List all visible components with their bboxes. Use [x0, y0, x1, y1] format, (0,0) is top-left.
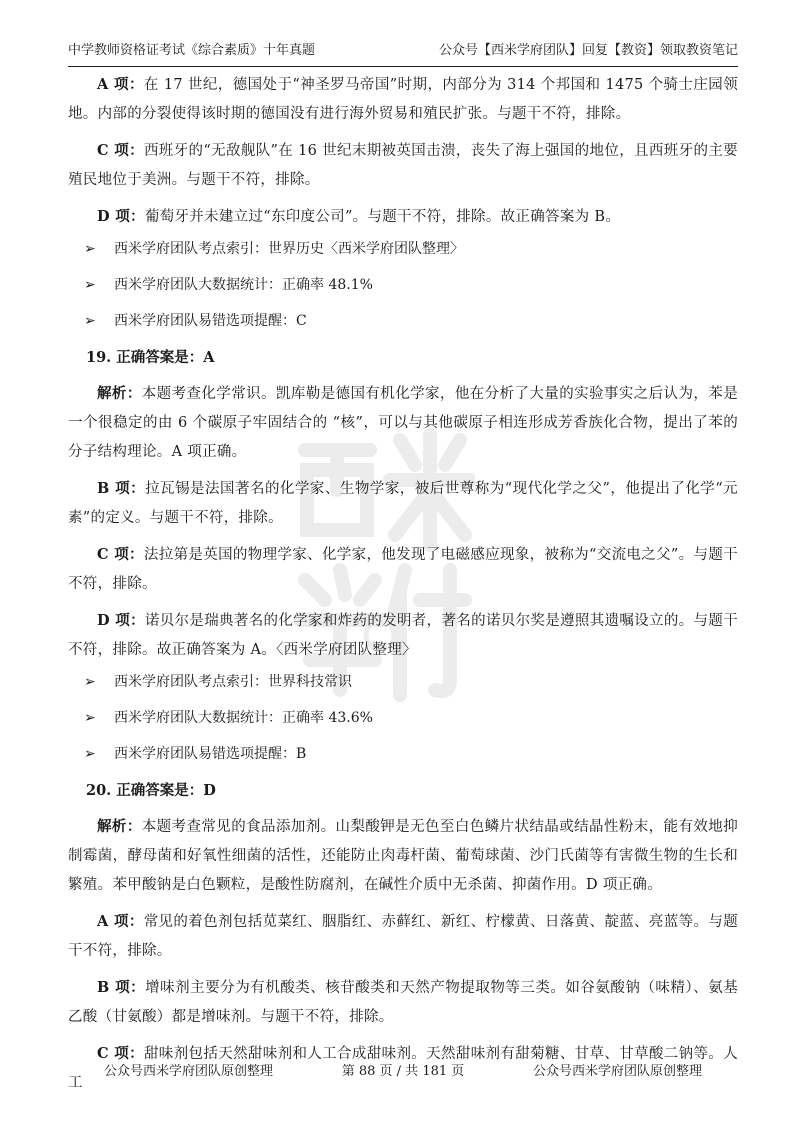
footer-left: 公众号西米学府团队原创整理 — [104, 1064, 274, 1079]
footer-right: 公众号西米学府团队原创整理 — [532, 1064, 702, 1079]
option-label: B 项： — [97, 979, 146, 996]
q19-analysis — [68, 379, 738, 467]
bullet-text: 西米学府团队考点索引：世界科技常识 — [114, 674, 352, 690]
header-right: 公众号【西米学府团队】回复【教资】领取教资笔记 — [438, 43, 738, 58]
header-left: 中学教师资格证考试《综合素质》十年真题 — [68, 43, 316, 58]
arrow-bullet-icon: ➢ — [84, 313, 96, 329]
bullet-text: 西米学府团队易错选项提醒：C — [114, 313, 307, 329]
option-text: 法拉第是英国的物理学家、化学家，他发现了电磁感应现象，被称为“交流电之父”。与题干不符，排除。 — [68, 547, 738, 592]
option-text: 诺贝尔是瑞典著名的化学家和炸药的发明者，著名的诺贝尔奖是遵照其遗嘱设立的。与题干不符，排除。故正确答案为 A。〈西米学府团队整理〉 — [68, 613, 738, 658]
option-text: 常见的着色剂包括苋菜红、胭脂红、赤藓红、新红、柠檬黄、日落黄、靛蓝、亮蓝等。与题干不符，排除。 — [68, 914, 739, 959]
analysis-label: 解析： — [97, 385, 142, 402]
bullet-text: 西米学府团队大数据统计：正确率 43.6% — [114, 710, 373, 726]
bullet-common-mistake — [84, 311, 738, 331]
option-text: 在 17 世纪，德国处于“神圣罗马帝国”时期，内部分为 314 个邦国和 1475 个骑士庄园领地。内部的分裂使得该时期的德国没有进行海外贸易和殖民扩张。与题干不符，排除。 — [68, 77, 739, 122]
option-text: 西班牙的“无敌舰队”在 16 世纪末期被英国击溃，丧失了海上强国的地位，且西班牙的主要殖民地位于美洲。与题干不符，排除。 — [68, 143, 738, 188]
bullet-common-mistake — [84, 744, 738, 764]
arrow-bullet-icon: ➢ — [84, 674, 96, 690]
analysis-text: 本题考查常见的食品添加剂。山梨酸钾是无色至白色鳞片状结晶或结晶性粉末，能有效地抑制霉菌，酵母菌和好氧性细菌的活性，还能防止肉毒杆菌、葡萄球菌、沙门氏菌等有害微生物的生长和繁殖。苯甲酸钠是白色颗粒，是酸性防腐剂，在碱性介质中无杀菌、抑菌作用。D 项正确。 — [68, 819, 738, 893]
analysis-label: 解析： — [97, 818, 142, 835]
q20-analysis — [68, 812, 738, 900]
option-a-explanation-q18 — [68, 70, 738, 129]
option-label: D 项： — [97, 612, 145, 629]
arrow-bullet-icon: ➢ — [84, 277, 96, 293]
option-text: 葡萄牙并未建立过“东印度公司”。与题干不符，排除。故正确答案为 B。 — [144, 209, 621, 225]
option-text: 拉瓦锡是法国著名的化学家、生物学家，被后世尊称为“现代化学之父”，他提出了化学“元素”的定义。与题干不符，排除。 — [68, 481, 738, 526]
option-label: A 项： — [97, 913, 144, 930]
option-d-explanation-q18 — [68, 202, 738, 232]
bullet-text: 西米学府团队考点索引：世界历史〈西米学府团队整理〉 — [114, 241, 464, 257]
bullet-text: 西米学府团队易错选项提醒：B — [114, 746, 307, 762]
option-label: C 项： — [97, 142, 144, 159]
bullet-topic-index — [84, 672, 738, 692]
option-d-explanation-q19 — [68, 606, 738, 665]
option-label: D 项： — [97, 208, 145, 225]
option-b-explanation-q19 — [68, 474, 738, 533]
arrow-bullet-icon: ➢ — [84, 710, 96, 726]
analysis-text: 本题考查化学常识。凯库勒是德国有机化学家，他在分析了大量的实验事实之后认为，苯是一个很稳定的由 6 个碳原子牢固结合的 “核”，可以与其他碳原子相连形成芳香族化合物，提出了苯的分子结构理论。A 项正确。 — [68, 386, 738, 460]
page-header — [68, 40, 738, 67]
option-label: C 项： — [97, 1045, 144, 1062]
arrow-bullet-icon: ➢ — [84, 746, 96, 762]
option-c-explanation-q18 — [68, 136, 738, 195]
option-text: 增味剂主要分为有机酸类、核苷酸类和天然产物提取物等三类。如谷氨酸钠（味精）、氨基乙酸（甘氨酸）都是增味剂。与题干不符，排除。 — [68, 980, 738, 1025]
bullet-accuracy-stat — [84, 275, 738, 295]
option-text: 甜味剂包括天然甜味剂和人工合成甜味剂。天然甜味剂有甜菊糖、甘草、甘草酸二钠等。人工 — [68, 1046, 738, 1091]
bullet-accuracy-stat — [84, 708, 738, 728]
option-a-explanation-q20 — [68, 907, 738, 966]
option-label: B 项： — [97, 480, 146, 497]
option-c-explanation-q19 — [68, 540, 738, 599]
page-content — [68, 70, 738, 1105]
arrow-bullet-icon: ➢ — [84, 241, 96, 257]
option-label: A 项： — [97, 76, 144, 93]
bullet-topic-index — [84, 239, 738, 259]
question-19-answer: 19. 正确答案是：A — [86, 349, 215, 366]
page-footer — [68, 1060, 738, 1079]
option-label: C 项： — [97, 546, 144, 563]
bullet-text: 西米学府团队大数据统计：正确率 48.1% — [114, 277, 373, 293]
option-b-explanation-q20 — [68, 973, 738, 1032]
question-20-answer: 20. 正确答案是：D — [86, 782, 216, 799]
page-number: 第 88 页 / 共 181 页 — [341, 1064, 465, 1079]
